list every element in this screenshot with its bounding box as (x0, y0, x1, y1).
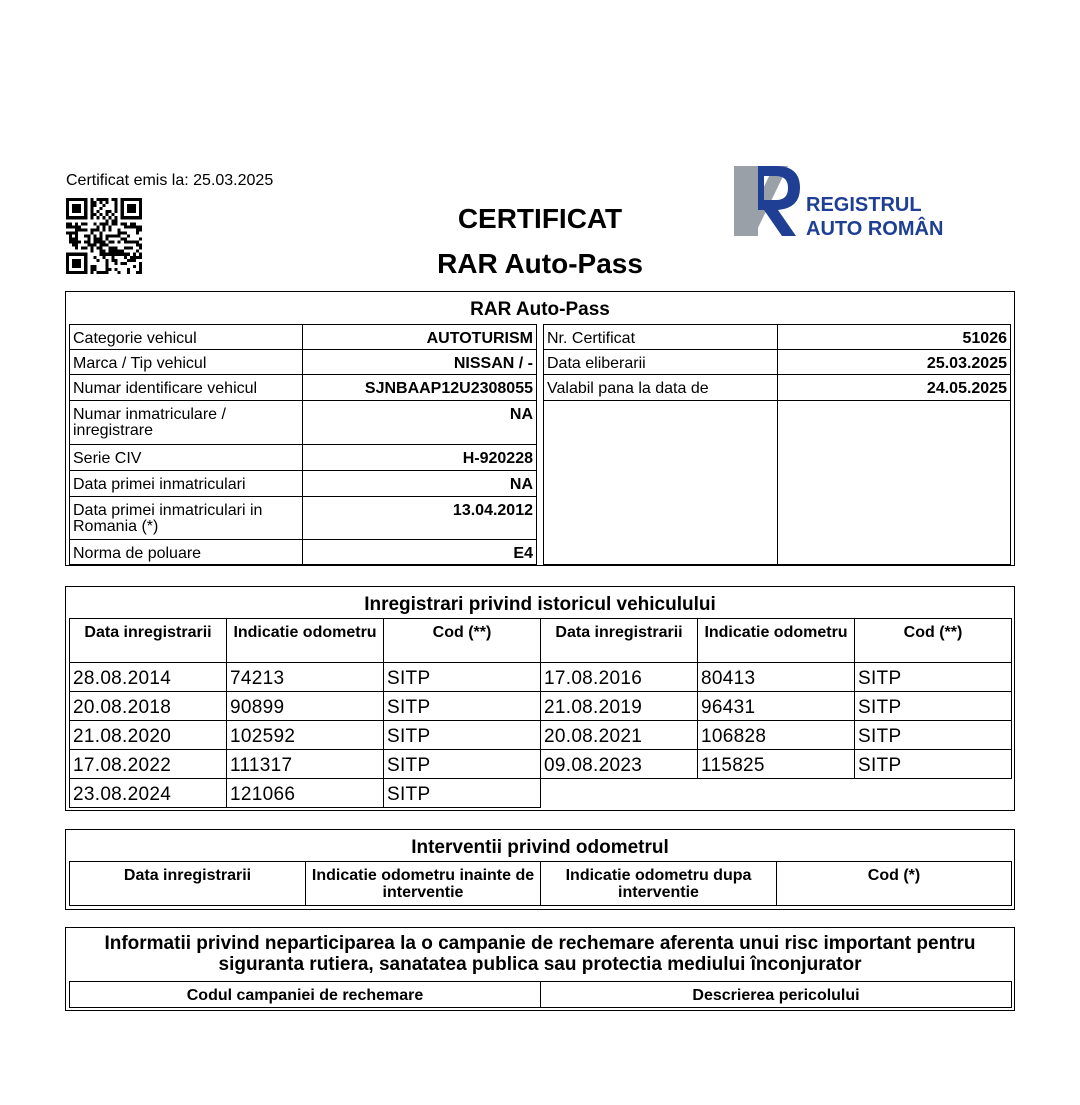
certificate-issued-date: Certificat emis la: 25.03.2025 (66, 172, 274, 189)
history-cell-code: SITP (383, 720, 541, 750)
history-cell-odometer: 121066 (226, 778, 384, 808)
recall-header-hazard-description: Descrierea pericolului (540, 981, 1012, 1008)
history-header-code: Cod (**) (854, 618, 1012, 663)
label-valabil-pana: Valabil pana la data de (543, 374, 778, 401)
history-cell-odometer: 80413 (697, 662, 855, 692)
history-cell-odometer: 96431 (697, 691, 855, 721)
label-data-primei-inmatriculari: Data primei inmatriculari (69, 470, 303, 497)
history-section-title: Inregistrari privind istoricul vehiculului (364, 594, 716, 615)
label-data-inmatriculari-romania: Data primei inmatriculari in Romania (*) (69, 496, 303, 540)
interventions-header-date: Data inregistrarii (69, 861, 306, 906)
label-data-eliberarii: Data eliberarii (543, 349, 778, 375)
value-nr-certificat: 51026 (777, 324, 1011, 350)
certificate-empty-cell (543, 400, 778, 565)
history-cell-code: SITP (383, 749, 541, 779)
history-cell-date: 21.08.2019 (540, 691, 698, 721)
value-serie-civ: H-920228 (302, 444, 537, 471)
label-categorie-vehicul: Categorie vehicul (69, 324, 303, 350)
history-cell-code: SITP (854, 691, 1012, 721)
qr-code (66, 198, 142, 274)
history-cell-code: SITP (854, 720, 1012, 750)
history-cell-odometer: 74213 (226, 662, 384, 692)
value-vin: SJNBAAP12U2308055 (302, 374, 537, 401)
rar-logo (730, 160, 960, 242)
history-cell-odometer: 111317 (226, 749, 384, 779)
certificate-empty-cell (777, 400, 1011, 565)
certificate-title: CERTIFICAT (457, 203, 623, 234)
history-cell-date: 21.08.2020 (69, 720, 227, 750)
history-cell-odometer: 90899 (226, 691, 384, 721)
history-cell-code: SITP (383, 778, 541, 808)
label-marca-tip: Marca / Tip vehicul (69, 349, 303, 375)
label-numar-inmatriculare: Numar inmatriculare / inregistrare (69, 400, 303, 445)
interventions-header-after: Indicatie odometru dupa interventie (540, 861, 777, 906)
history-cell-code: SITP (854, 749, 1012, 779)
value-categorie-vehicul: AUTOTURISM (302, 324, 537, 350)
value-valabil-pana: 24.05.2025 (777, 374, 1011, 401)
label-serie-civ: Serie CIV (69, 444, 303, 471)
history-cell-odometer: 115825 (697, 749, 855, 779)
history-header-code: Cod (**) (383, 618, 541, 663)
logo-text-line2: AUTO ROMÂN (806, 218, 944, 240)
recall-header-campaign-code: Codul campaniei de rechemare (69, 981, 541, 1008)
value-norma-poluare: E4 (302, 539, 537, 565)
logo-text-line1: REGISTRUL (806, 194, 922, 216)
value-data-inmatriculari-romania: 13.04.2012 (302, 496, 537, 540)
history-cell-code: SITP (854, 662, 1012, 692)
label-vin: Numar identificare vehicul (69, 374, 303, 401)
certificate-subtitle: RAR Auto-Pass (437, 248, 643, 279)
history-cell-date: 17.08.2022 (69, 749, 227, 779)
history-cell-code: SITP (383, 691, 541, 721)
history-cell-odometer: 102592 (226, 720, 384, 750)
history-cell-date: 23.08.2024 (69, 778, 227, 808)
interventions-section-title: Interventii privind odometrul (411, 837, 669, 858)
value-numar-inmatriculare: NA (302, 400, 537, 445)
interventions-header-before: Indicatie odometru inainte de interventie (305, 861, 541, 906)
vehicle-section-title: RAR Auto-Pass (470, 299, 610, 320)
label-norma-poluare: Norma de poluare (69, 539, 303, 565)
history-cell-date: 20.08.2018 (69, 691, 227, 721)
interventions-header-code: Cod (*) (776, 861, 1012, 906)
recall-section-title: Informatii privind neparticiparea la o campanie de rechemare aferenta unui risc important pentru siguranta rutiera, sanatatea publica sau protectia mediului înconjurator (104, 933, 976, 975)
history-cell-date: 20.08.2021 (540, 720, 698, 750)
history-cell-odometer: 106828 (697, 720, 855, 750)
history-header-odometer: Indicatie odometru (697, 618, 855, 663)
history-cell-code: SITP (383, 662, 541, 692)
label-nr-certificat: Nr. Certificat (543, 324, 778, 350)
value-data-primei-inmatriculari: NA (302, 470, 537, 497)
value-data-eliberarii: 25.03.2025 (777, 349, 1011, 375)
history-cell-date: 17.08.2016 (540, 662, 698, 692)
value-marca-tip: NISSAN / - (302, 349, 537, 375)
history-cell-date: 28.08.2014 (69, 662, 227, 692)
history-header-date: Data inregistrarii (69, 618, 227, 663)
history-header-date: Data inregistrarii (540, 618, 698, 663)
history-header-odometer: Indicatie odometru (226, 618, 384, 663)
history-cell-date: 09.08.2023 (540, 749, 698, 779)
